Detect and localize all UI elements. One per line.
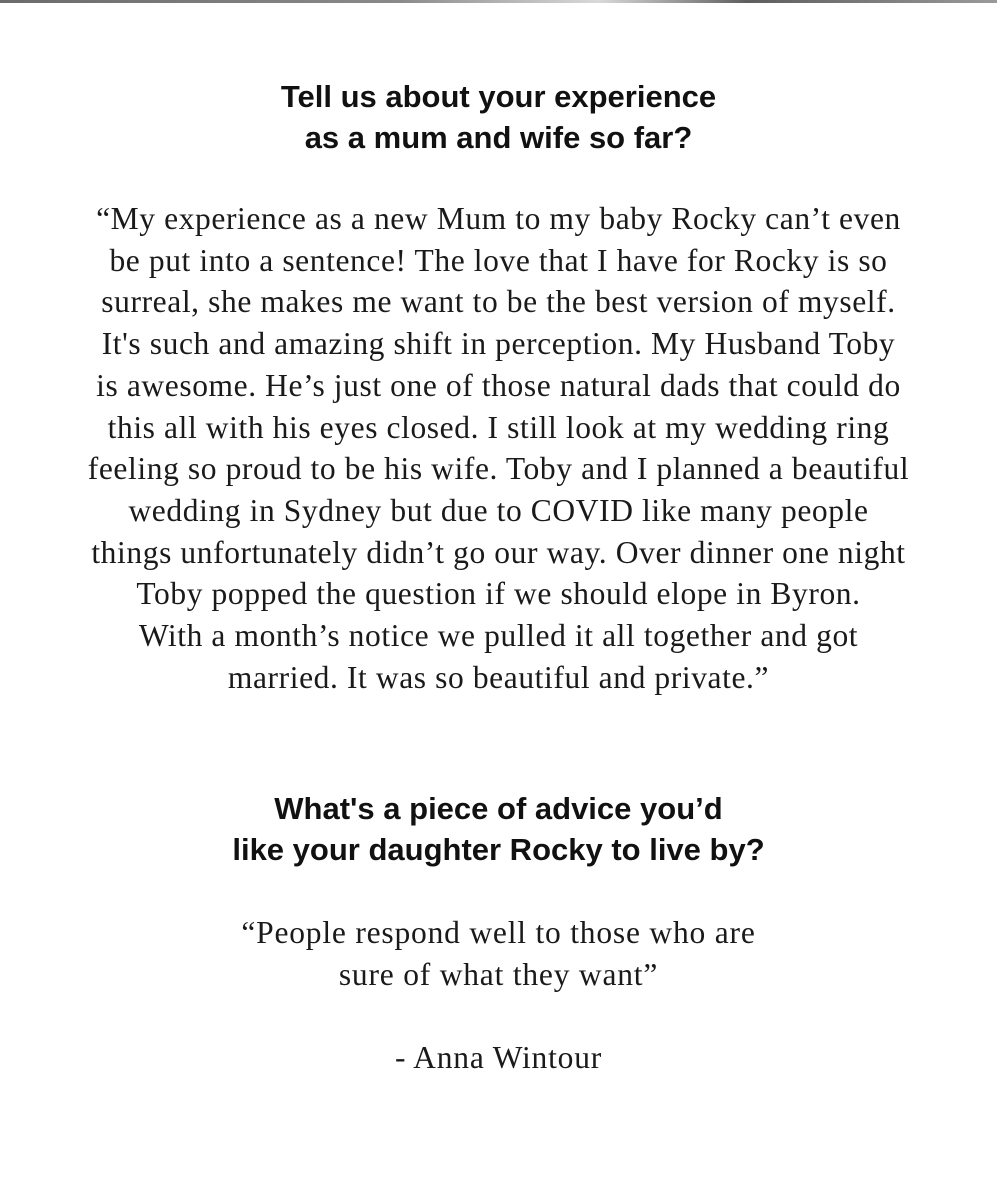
- answer-line: be put into a sentence! The love that I have for Rocky is so: [109, 242, 888, 278]
- advice-quote: [0, 912, 997, 996]
- question-line: Tell us about your experience: [280, 79, 717, 114]
- question-line: What's a piece of advice you’d: [274, 791, 723, 826]
- answer-line: surreal, she makes me want to be the best version of myself.: [101, 284, 896, 320]
- answer-line: Toby popped the question if we should elope in Byron.: [136, 576, 861, 612]
- answer-line: wedding in Sydney but due to COVID like many people: [128, 492, 869, 528]
- top-divider: [0, 0, 997, 3]
- answer-line: married. It was so beautiful and private.”: [227, 659, 770, 695]
- answer-line: is awesome. He’s just one of those natural dads that could do: [96, 367, 901, 403]
- answer-line: things unfortunately didn’t go our way. Over dinner one night: [91, 534, 906, 570]
- question-experience: [0, 76, 997, 158]
- quote-line: sure of what they want”: [338, 957, 659, 992]
- question-line: like your daughter Rocky to live by?: [232, 832, 765, 867]
- question-line: as a mum and wife so far?: [304, 120, 693, 155]
- answer-line: this all with his eyes closed. I still look at my wedding ring: [107, 409, 890, 445]
- quote-attribution: - Anna Wintour: [394, 1040, 603, 1075]
- answer-line: With a month’s notice we pulled it all together and got: [138, 618, 859, 654]
- question-advice: [0, 788, 997, 870]
- answer-line: It's such and amazing shift in perception. My Husband Toby: [101, 326, 896, 362]
- answer-experience: [20, 198, 977, 698]
- answer-line: “My experience as a new Mum to my baby Rocky can’t even: [96, 201, 901, 236]
- quote-line: “People respond well to those who are: [241, 915, 756, 950]
- answer-line: feeling so proud to be his wife. Toby and I planned a beautiful: [87, 451, 910, 487]
